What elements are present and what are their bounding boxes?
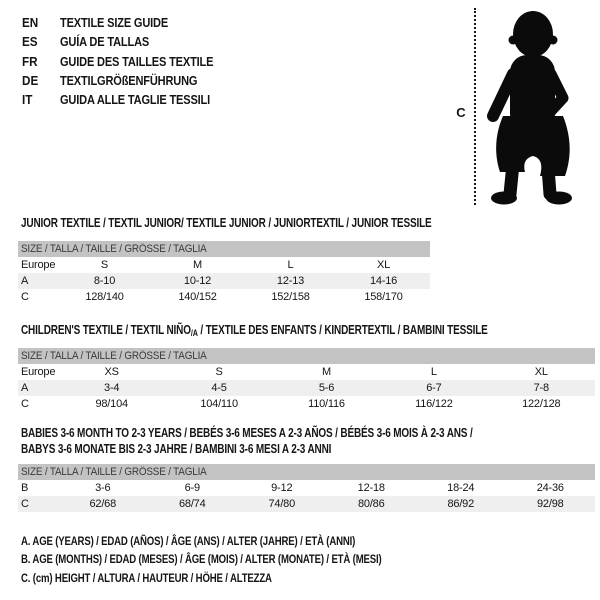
size-cell: XL xyxy=(376,259,391,271)
language-label: TEXTILE SIZE GUIDE xyxy=(60,15,169,30)
size-cell: 4-5 xyxy=(211,382,227,394)
size-cell: 12-13 xyxy=(276,275,305,287)
language-code: EN xyxy=(22,15,39,30)
children-size-table xyxy=(18,348,595,412)
size-cell: 74/80 xyxy=(268,498,296,510)
table-row xyxy=(18,496,595,512)
language-row xyxy=(22,90,240,109)
size-header-row xyxy=(18,241,430,257)
size-cell: 86/92 xyxy=(447,498,475,510)
language-row xyxy=(22,32,240,51)
size-cell: 24-36 xyxy=(536,482,564,494)
size-cell: 3-6 xyxy=(95,482,111,494)
row-label: Europe xyxy=(21,366,56,378)
size-cell: 152/158 xyxy=(271,291,310,303)
size-header-row xyxy=(18,348,595,364)
table-row xyxy=(18,273,430,289)
row-label: Europe xyxy=(21,259,56,271)
size-cell: 68/74 xyxy=(178,498,206,510)
footnotes xyxy=(21,532,472,587)
size-cell: 140/152 xyxy=(178,291,217,303)
row-label: A xyxy=(21,382,29,394)
language-label: GUÍA DE TALLAS xyxy=(60,34,150,50)
size-cell: 10-12 xyxy=(183,275,212,287)
junior-size-table xyxy=(18,241,430,305)
row-label: A xyxy=(21,275,29,287)
size-cell: 116/122 xyxy=(415,398,453,410)
height-measure-dotted-line xyxy=(474,8,476,205)
language-label: GUIDE DES TAILLES TEXTILE xyxy=(60,53,214,69)
language-code: DE xyxy=(22,72,39,88)
row-label: B xyxy=(21,482,29,494)
size-cell: 122/128 xyxy=(522,398,561,410)
size-cell: 128/140 xyxy=(85,291,124,303)
language-label: GUIDA ALLE TAGLIE TESSILI xyxy=(60,92,211,108)
size-cell: 104/110 xyxy=(200,398,238,410)
size-cell: 98/104 xyxy=(95,398,128,410)
size-cell: 8-10 xyxy=(93,275,116,287)
size-header-bar: SIZE / TALLA / TAILLE / GRÖSSE / TAGLIA xyxy=(18,348,595,364)
size-header-bar: SIZE / TALLA / TAILLE / GRÖSSE / TAGLIA xyxy=(18,241,430,257)
row-label: C xyxy=(21,291,29,303)
size-cell: 12-18 xyxy=(357,482,385,494)
language-list xyxy=(22,13,240,109)
table-row xyxy=(18,364,595,380)
size-cell: 3-4 xyxy=(104,382,120,394)
size-cell: M xyxy=(321,366,331,378)
footnote-height-cm: C. (cm) HEIGHT / ALTURA / HAUTEUR / HÖHE / ALTEZZA xyxy=(21,570,272,585)
babies-title-line2: BABYS 3-6 MONATE BIS 2-3 JAHRE / BAMBINI 3-6 MESI A 2-3 ANNI xyxy=(21,441,332,456)
size-cell: 92/98 xyxy=(537,498,564,510)
babies-section-title xyxy=(21,426,473,457)
language-label: TEXTILGRÖßENFÜHRUNG xyxy=(60,72,198,88)
size-cell: XS xyxy=(104,366,119,378)
size-cell: 9-12 xyxy=(271,482,293,494)
children-title-pre: CHILDREN'S TEXTILE / TEXTIL NIÑO xyxy=(21,323,191,337)
size-cell: 110/116 xyxy=(308,398,345,410)
table-row xyxy=(18,480,595,496)
size-cell: 18-24 xyxy=(447,482,475,494)
language-row xyxy=(22,13,240,32)
size-cell: L xyxy=(287,259,294,271)
language-code: FR xyxy=(22,53,38,69)
language-row xyxy=(22,52,240,71)
size-cell: M xyxy=(193,259,202,271)
size-cell: S xyxy=(215,366,223,378)
junior-section-title: JUNIOR TEXTILE / TEXTIL JUNIOR/ TEXTILE JUNIOR / JUNIORTEXTIL / JUNIOR TESSILE xyxy=(21,216,432,230)
size-cell: 6-9 xyxy=(184,482,200,494)
size-cell: XL xyxy=(534,366,548,378)
language-code: ES xyxy=(22,34,38,50)
table-row xyxy=(18,396,595,412)
size-cell: 62/68 xyxy=(89,498,117,510)
children-title-subscript: /A xyxy=(190,328,198,338)
babies-size-table xyxy=(18,464,595,512)
table-row xyxy=(18,257,430,273)
row-label: C xyxy=(21,398,29,410)
size-cell: L xyxy=(430,366,437,378)
footnote-age-months: B. AGE (MONTHS) / EDAD (MESES) / ÂGE (MOIS) / ALTER (MONATE) / ETÀ (MESI) xyxy=(21,552,382,567)
table-row xyxy=(18,380,595,396)
height-measure-label: C xyxy=(456,105,466,120)
language-code: IT xyxy=(22,92,33,108)
table-row xyxy=(18,289,430,305)
size-cell: 158/170 xyxy=(364,291,403,303)
size-header-bar: SIZE / TALLA / TAILLE / GRÖSSE / TAGLIA xyxy=(18,464,595,480)
footnote-age-years: A. AGE (YEARS) / EDAD (AÑOS) / ÂGE (ANS) / ALTER (JAHRE) / ETÀ (ANNI) xyxy=(21,534,356,548)
size-header-row xyxy=(18,464,595,480)
babies-title-line1: BABIES 3-6 MONTH TO 2-3 YEARS / BEBÉS 3-6 MESES A 2-3 AÑOS / BÉBÉS 3-6 MOIS À 2-3 ANS / xyxy=(21,426,473,440)
row-label: C xyxy=(21,498,29,510)
size-cell: S xyxy=(100,259,109,271)
language-row xyxy=(22,71,240,90)
size-cell: 6-7 xyxy=(426,382,442,394)
size-cell: 5-6 xyxy=(318,382,335,394)
size-cell: 7-8 xyxy=(533,382,549,394)
toddler-silhouette-image xyxy=(486,8,588,206)
children-title-post: / TEXTILE DES ENFANTS / KINDERTEXTIL / BAMBINI TESSILE xyxy=(197,323,488,337)
children-section-title xyxy=(21,323,488,338)
size-cell: 80/86 xyxy=(357,498,385,510)
size-cell: 14-16 xyxy=(369,275,398,287)
